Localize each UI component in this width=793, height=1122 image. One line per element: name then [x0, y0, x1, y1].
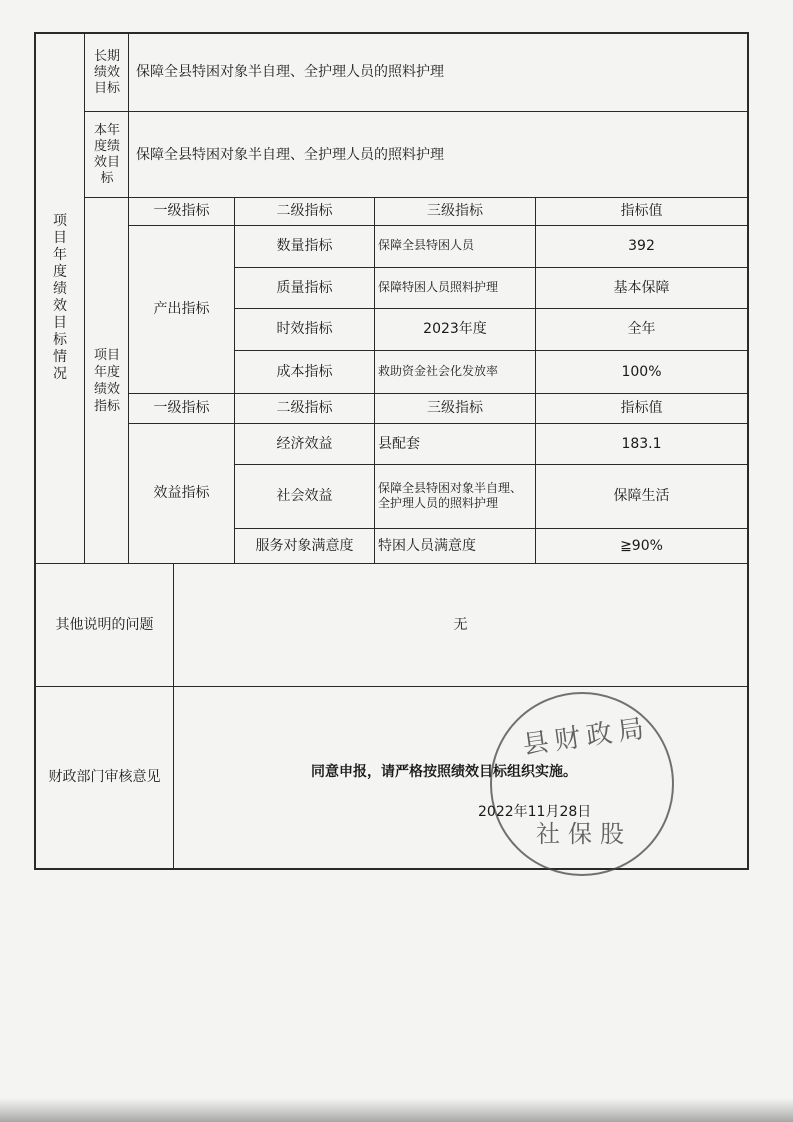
indicators-label-text: 项目年度绩效指标 — [93, 348, 120, 414]
seal-top-text: 县财政局 — [520, 713, 652, 761]
benefit-row-level3: 保障全县特困对象半自理、全护理人员的照料护理 — [378, 481, 523, 510]
finance-date: 2022年11月28日 — [478, 804, 592, 820]
benefit-row-level3: 县配套 — [378, 436, 420, 452]
other-content: 无 — [453, 616, 468, 633]
output-row-level2: 时效指标 — [276, 321, 333, 337]
output-row-value: 392 — [628, 238, 655, 254]
output-row-level2: 成本指标 — [276, 363, 333, 380]
benefit-row-level2: 经济效益 — [276, 435, 333, 452]
output-row-level3: 保障特困人员照料护理 — [378, 280, 499, 294]
output-row-value: 全年 — [627, 321, 656, 337]
side-label-text: 项目年度绩效目标情况 — [53, 213, 67, 382]
long-term-label — [86, 34, 128, 111]
header2-level3: 三级指标 — [427, 400, 483, 416]
header-level3: 三级指标 — [427, 203, 483, 219]
output-row-value: 100% — [621, 363, 662, 380]
seal-bottom-text: 社保股 — [536, 820, 632, 848]
output-row-level3: 救助资金社会化发放率 — [378, 364, 499, 378]
output-row-level2: 数量指标 — [276, 238, 333, 254]
header-level1: 一级指标 — [153, 203, 210, 219]
finance-opinion: 同意申报，请严格按照绩效目标组织实施。 — [311, 764, 577, 780]
annual-content: 保障全县特困对象半自理、全护理人员的照料护理 — [136, 147, 444, 163]
header-level2: 二级指标 — [276, 203, 333, 219]
output-row-level3: 保障全县特困人员 — [378, 238, 475, 252]
benefit-row-value: 183.1 — [621, 435, 662, 452]
indicators-label — [86, 198, 128, 564]
benefit-row-level2: 服务对象满意度 — [255, 537, 354, 554]
header-value: 指标值 — [620, 203, 663, 219]
header2-level1: 一级指标 — [153, 400, 210, 416]
table-border-top — [34, 32, 749, 34]
long-term-content: 保障全县特困对象半自理、全护理人员的照料护理 — [136, 64, 444, 80]
benefit-label: 效益指标 — [153, 485, 210, 501]
table-border-right — [747, 32, 749, 870]
side-label — [36, 198, 84, 398]
finance-label: 财政部门审核意见 — [48, 769, 161, 785]
benefit-row-level2: 社会效益 — [276, 488, 333, 504]
header2-value: 指标值 — [620, 400, 663, 416]
output-row-level2: 质量指标 — [276, 279, 333, 296]
official-seal — [490, 692, 674, 876]
annual-label-text: 本年度绩效目标 — [93, 122, 120, 186]
other-label: 其他说明的问题 — [55, 616, 154, 633]
header2-level2: 二级指标 — [276, 400, 333, 416]
long-term-label-text: 长期绩效目标 — [93, 48, 120, 96]
benefit-row-value: 保障生活 — [613, 488, 670, 504]
annual-label — [86, 112, 128, 197]
output-row-value: 基本保障 — [613, 279, 670, 296]
output-row-level3: 2023年度 — [423, 321, 487, 337]
output-label: 产出指标 — [153, 301, 210, 317]
scan-edge-shadow — [0, 1098, 793, 1122]
table-border-bottom — [34, 868, 749, 870]
benefit-row-value: ≧90% — [620, 537, 663, 554]
benefit-row-level3: 特困人员满意度 — [378, 538, 476, 554]
